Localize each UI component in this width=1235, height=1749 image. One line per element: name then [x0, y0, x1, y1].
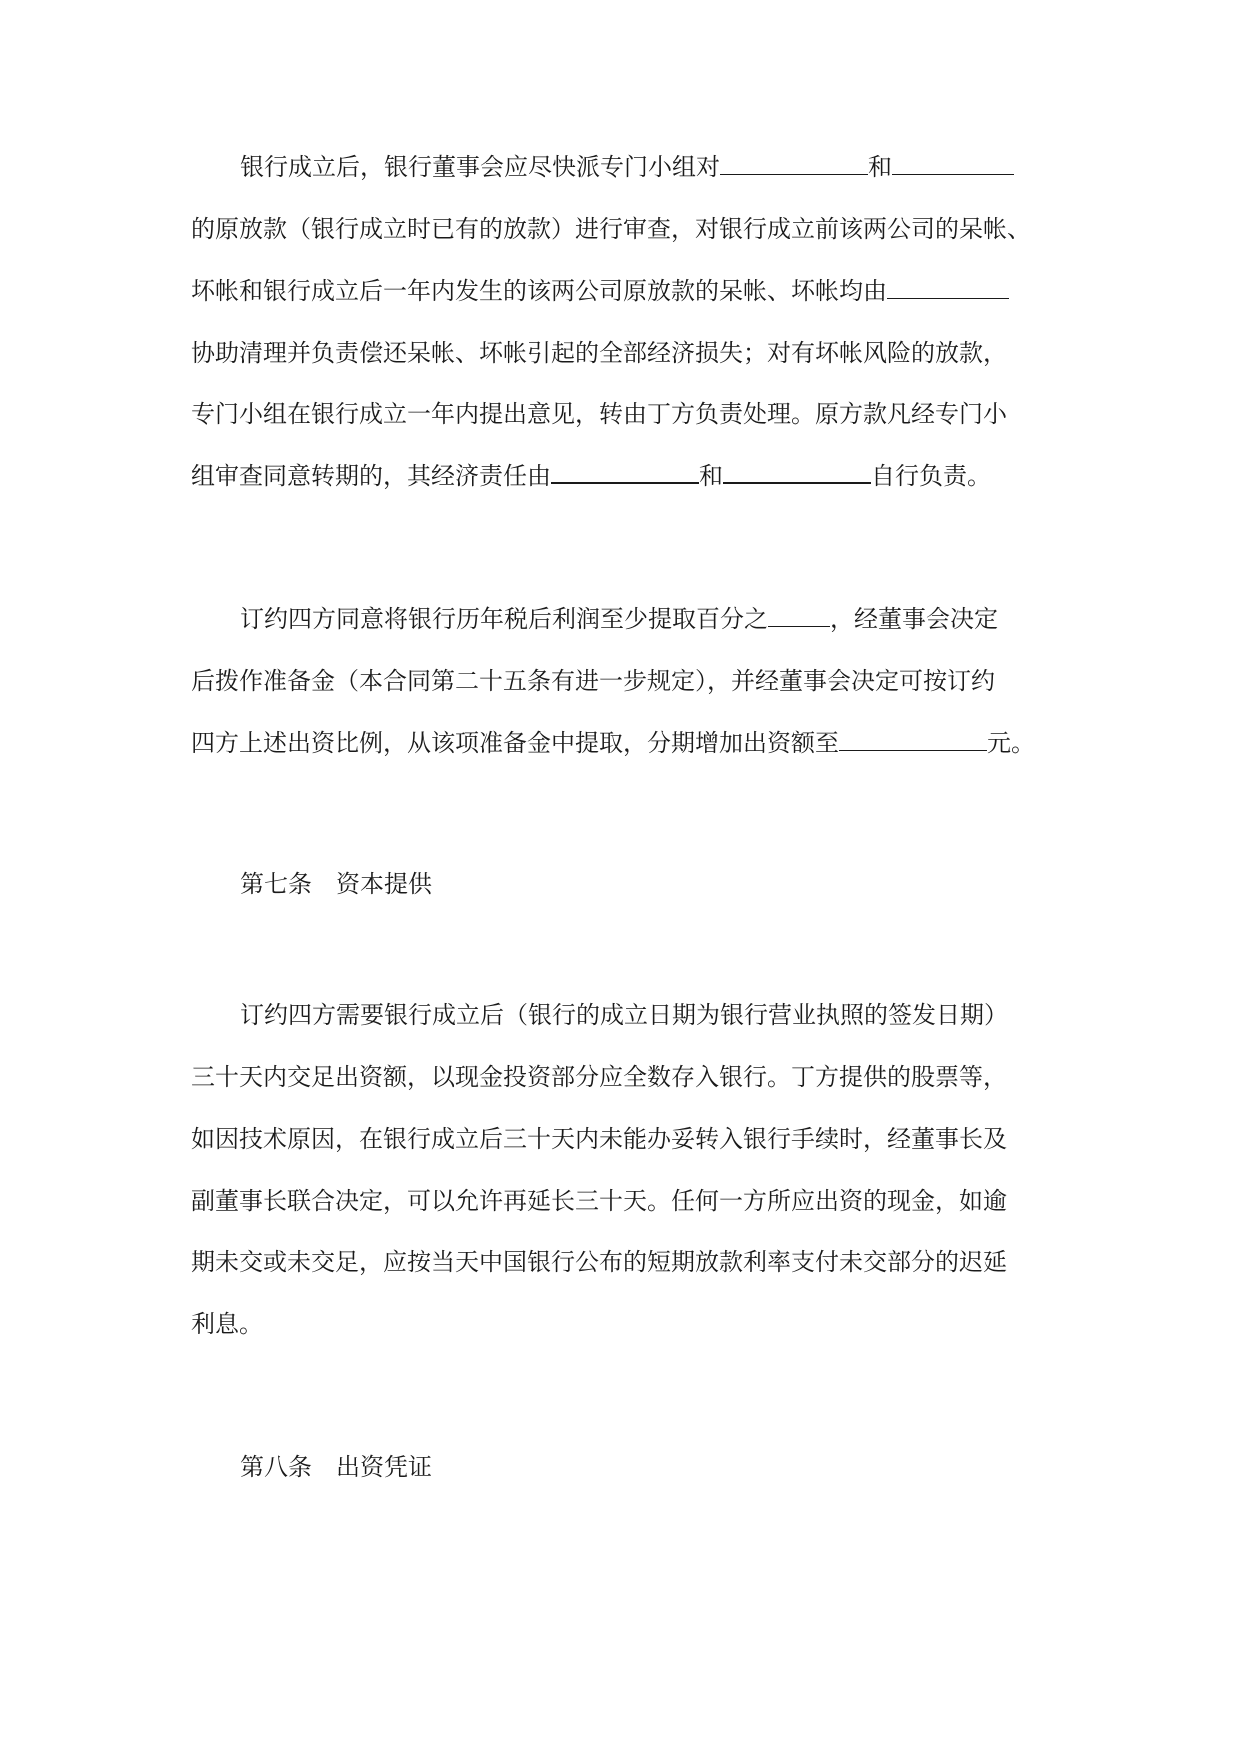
paragraph3-line4: 副董事长联合决定，可以允许再延长三十天。任何一方所应出资的现金，如逾	[191, 1187, 1007, 1215]
fill-in-blank[interactable]	[839, 730, 987, 751]
text: 银行成立后，银行董事会应尽快派专门小组对	[240, 153, 720, 181]
article-number: 第八条	[240, 1453, 312, 1481]
text: 组审查同意转期的，其经济责任由	[191, 462, 551, 490]
text: 和	[699, 462, 723, 490]
paragraph1-line3	[191, 276, 1009, 306]
text: 四方上述出资比例，从该项准备金中提取，分期增加出资额至	[191, 729, 839, 757]
paragraph2-line2: 后拨作准备金（本合同第二十五条有进一步规定），并经董事会决定可按订约	[191, 667, 995, 695]
paragraph1-line4: 协助清理并负责偿还呆帐、坏帐引起的全部经济损失；对有坏帐风险的放款，	[191, 339, 1007, 367]
paragraph3-line6: 利息。	[191, 1310, 263, 1338]
text: 元。	[987, 729, 1035, 757]
text: 订约四方同意将银行历年税后利润至少提取百分之	[240, 605, 768, 633]
paragraph2-line1	[240, 604, 998, 634]
paragraph3-line2: 三十天内交足出资额，以现金投资部分应全数存入银行。丁方提供的股票等，	[191, 1063, 1007, 1091]
article-title: 出资凭证	[336, 1453, 432, 1481]
text: 和	[868, 153, 892, 181]
fill-in-blank[interactable]	[887, 278, 1009, 299]
paragraph1-line5: 专门小组在银行成立一年内提出意见，转由丁方负责处理。原方款凡经专门小	[191, 400, 1007, 428]
paragraph1-line1	[240, 152, 1014, 182]
paragraph3-line1: 订约四方需要银行成立后（银行的成立日期为银行营业执照的签发日期）	[240, 1001, 1008, 1029]
fill-in-blank[interactable]	[720, 154, 868, 175]
fill-in-blank[interactable]	[768, 606, 830, 627]
article7-heading	[240, 869, 432, 899]
paragraph1-line2: 的原放款（银行成立时已有的放款）进行审查，对银行成立前该两公司的呆帐、	[191, 215, 1031, 243]
text: ，经董事会决定	[830, 605, 998, 633]
text: 坏帐和银行成立后一年内发生的该两公司原放款的呆帐、坏帐均由	[191, 277, 887, 305]
paragraph1-line6	[191, 461, 991, 491]
article-title: 资本提供	[336, 870, 432, 898]
paragraph3-line5: 期未交或未交足，应按当天中国银行公布的短期放款利率支付未交部分的迟延	[191, 1248, 1007, 1276]
fill-in-blank[interactable]	[551, 462, 699, 484]
paragraph3-line3: 如因技术原因，在银行成立后三十天内未能办妥转入银行手续时，经董事长及	[191, 1125, 1007, 1153]
text: 自行负责。	[871, 462, 991, 490]
article-number: 第七条	[240, 870, 312, 898]
fill-in-blank[interactable]	[723, 462, 871, 484]
fill-in-blank[interactable]	[892, 154, 1014, 175]
article8-heading	[240, 1452, 432, 1482]
paragraph2-line3	[191, 728, 1035, 758]
